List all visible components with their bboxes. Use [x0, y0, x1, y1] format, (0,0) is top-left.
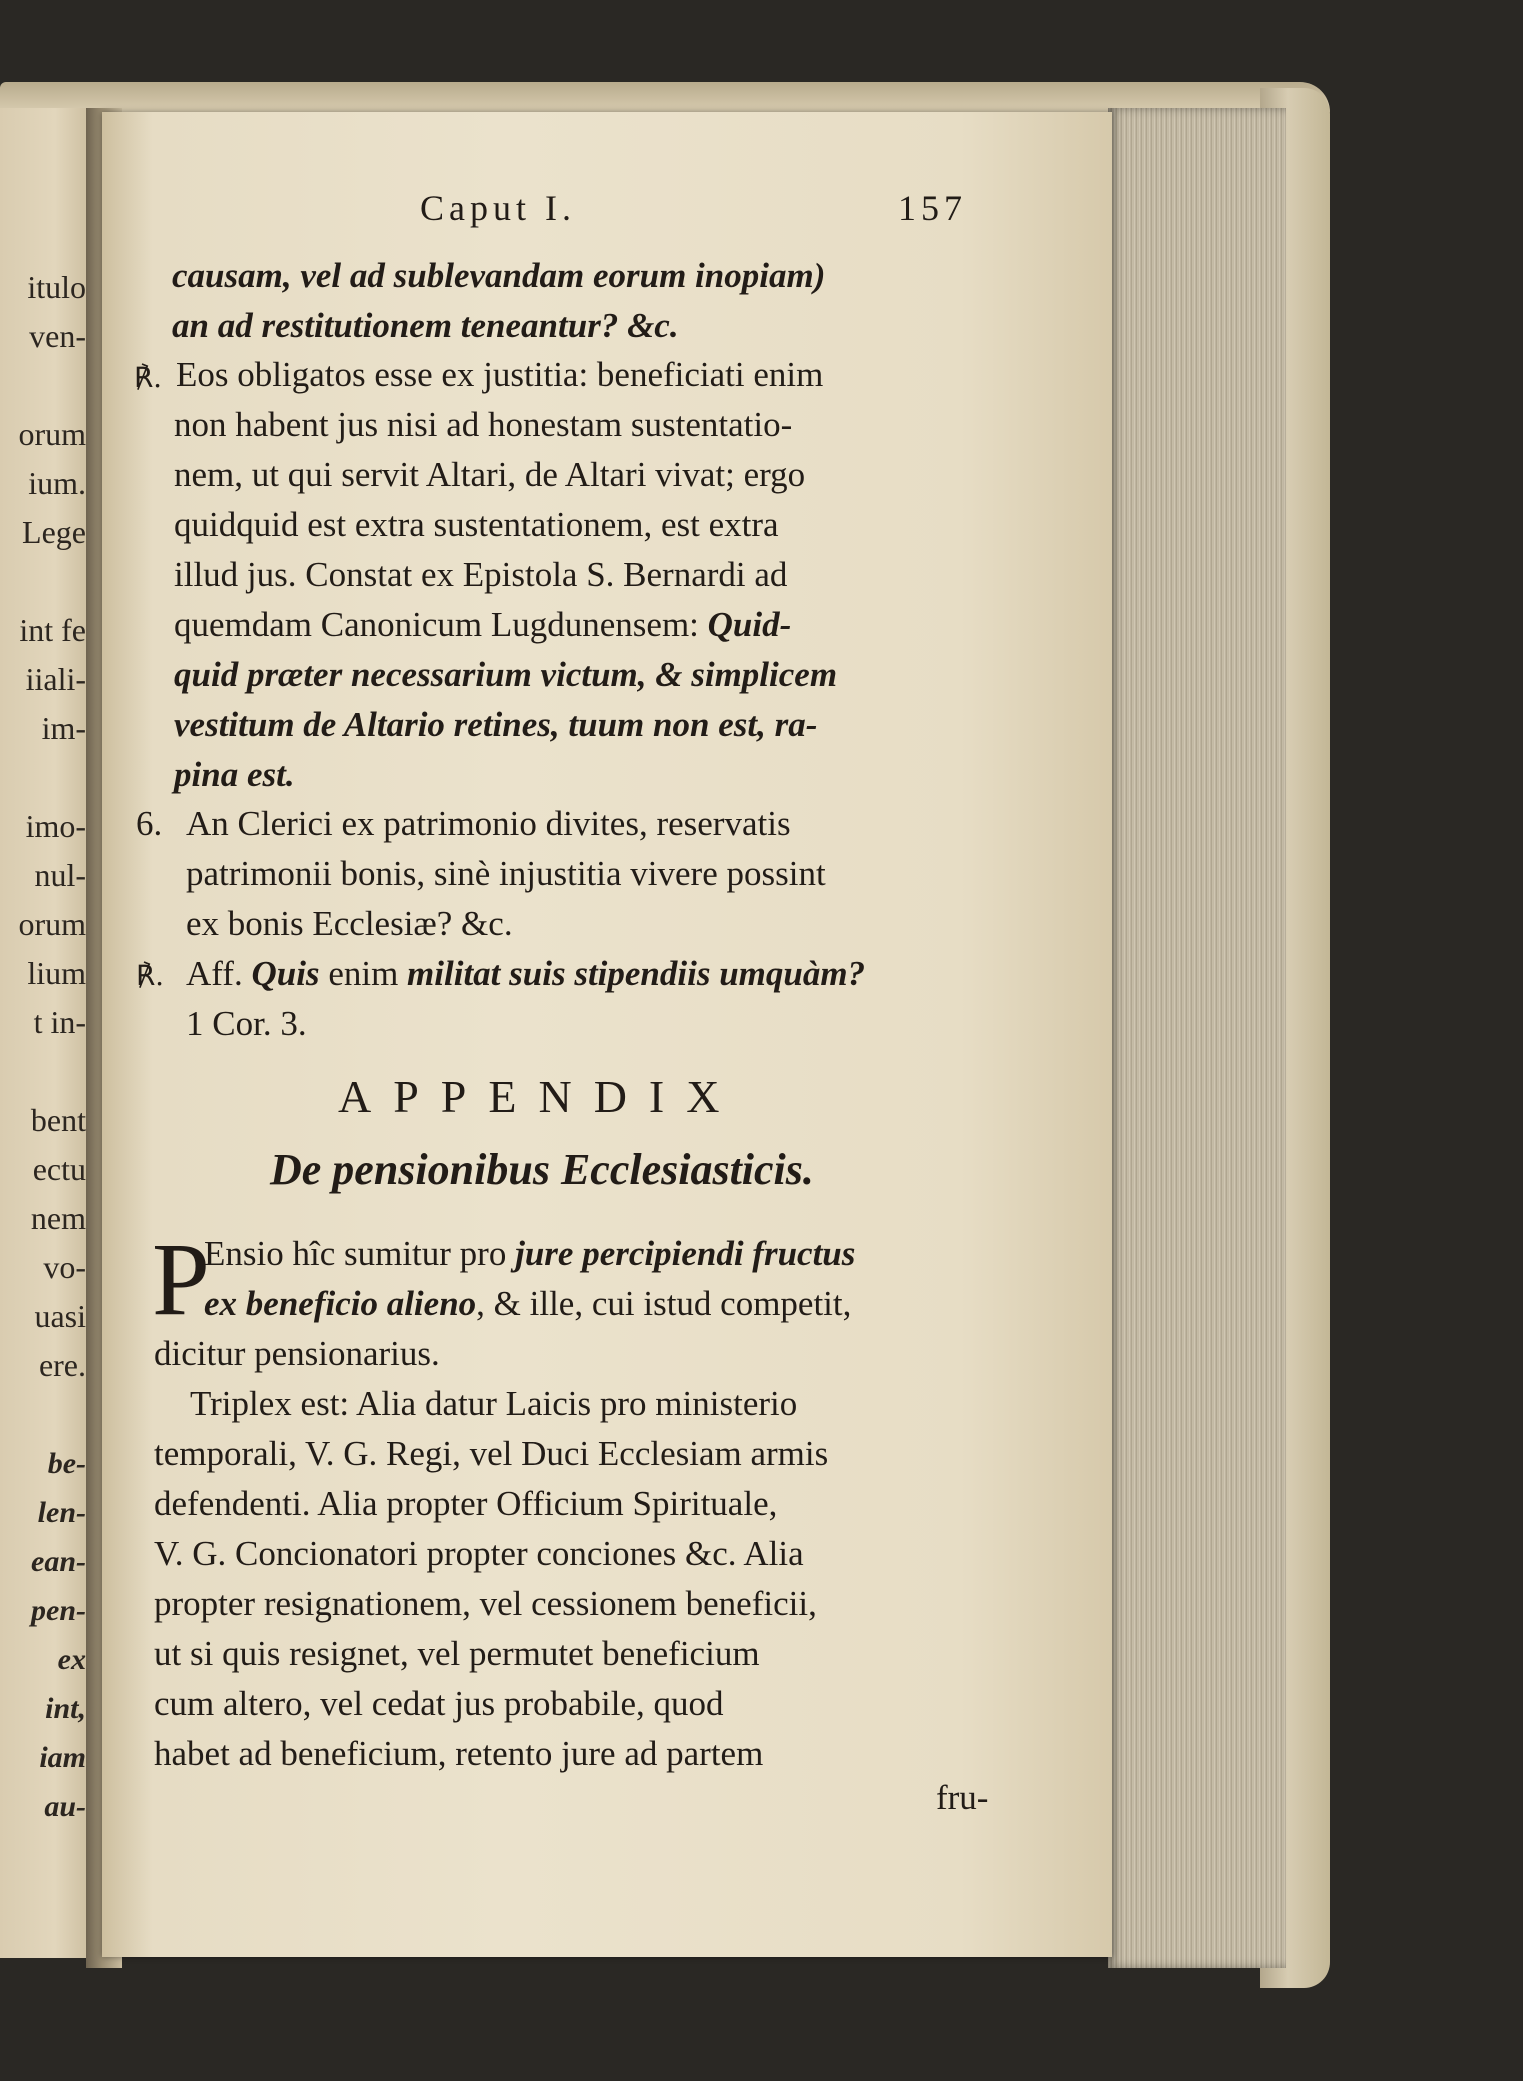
- left-page-fragment: pen-: [31, 1594, 86, 1627]
- left-page-fragment: ere.: [38, 1347, 86, 1383]
- left-page-fragment: ex: [57, 1643, 86, 1676]
- text-segment: Aff.: [186, 954, 252, 993]
- text-line: [186, 956, 865, 991]
- left-page-fragment: nem: [30, 1200, 86, 1236]
- response-symbol: ℟.: [134, 361, 163, 394]
- text-line: dicitur pensionarius.: [154, 1334, 440, 1373]
- section-subtitle: De pensionibus Ecclesiasticis.: [270, 1145, 814, 1194]
- text-line: An Clerici ex patrimonio divites, reservatis: [186, 804, 791, 843]
- text-line: vestitum de Altario retines, tuum non est, ra-: [174, 705, 818, 744]
- left-page-fragment: orum: [18, 906, 86, 942]
- text-line: cum altero, vel cedat jus probabile, quod: [154, 1684, 724, 1723]
- left-page-fragment: ean-: [31, 1545, 86, 1578]
- left-page-fragment: uasi: [34, 1298, 86, 1334]
- page-number: 157: [898, 188, 967, 228]
- text-line: illud jus. Constat ex Epistola S. Bernardi ad: [174, 555, 788, 594]
- text-line: ex bonis Ecclesiæ? &c.: [186, 904, 513, 943]
- text-segment: , & ille, cui istud competit,: [476, 1284, 852, 1323]
- left-page-fragment: ium.: [28, 465, 86, 501]
- left-page-fragment: itulo: [27, 269, 86, 305]
- left-page-fragment: nul-: [34, 857, 86, 893]
- left-page-fragment: imo-: [25, 808, 86, 844]
- left-page-fragment: lium: [27, 955, 86, 991]
- text-line: defendenti. Alia propter Officium Spirituale,: [154, 1484, 778, 1523]
- drop-capital: P: [152, 1222, 210, 1337]
- text-segment: enim: [319, 954, 408, 993]
- text-line: quid præter necessarium victum, & simplicem: [174, 655, 838, 694]
- text-line: propter resignationem, vel cessionem beneficii,: [154, 1584, 817, 1623]
- text-segment: Ensio hîc sumitur pro: [204, 1234, 516, 1273]
- text-line: 1 Cor. 3.: [186, 1004, 307, 1043]
- text-segment: quemdam Canonicum Lugdunensem:: [174, 605, 708, 644]
- text-segment-italic: Quis: [251, 954, 320, 993]
- text-line: non habent jus nisi ad honestam sustentatio-: [174, 405, 793, 444]
- text-line: [204, 1236, 855, 1271]
- left-page-fragment: Lege: [22, 514, 86, 550]
- text-line: causam, vel ad sublevandam eorum inopiam): [172, 256, 826, 295]
- text-line: quidquid est extra sustentationem, est extra: [174, 505, 779, 544]
- left-page-fragment: be-: [47, 1447, 86, 1480]
- left-page-fragment: len-: [37, 1496, 86, 1529]
- left-page-fragment: bent: [30, 1102, 86, 1138]
- left-page-fragment: orum: [18, 416, 86, 452]
- left-page-fragment: iam: [39, 1741, 86, 1774]
- text-line: V. G. Concionatori propter conciones &c. Alia: [154, 1534, 804, 1573]
- text-line: an ad restitutionem teneantur? &c.: [172, 306, 679, 345]
- left-page-fragment: vo-: [43, 1249, 86, 1285]
- text-line: [204, 1286, 851, 1321]
- left-page-fragment: int fe: [19, 612, 86, 648]
- left-page-fragment: ven-: [29, 318, 86, 354]
- left-page-fragment: ectu: [32, 1151, 86, 1187]
- text-segment-italic: ex beneficio alieno: [204, 1284, 477, 1323]
- text-line: [174, 607, 791, 642]
- left-page-fragment: im-: [41, 710, 86, 746]
- text-line: ut si quis resignet, vel permutet beneficium: [154, 1634, 760, 1673]
- running-head-title: Caput I.: [420, 188, 576, 228]
- text-segment-italic: militat suis stipendiis umquàm?: [407, 954, 866, 993]
- question-number: 6.: [136, 804, 163, 843]
- text-line: Eos obligatos esse ex justitia: beneficiati enim: [176, 355, 824, 394]
- text-line: temporali, V. G. Regi, vel Duci Ecclesiam armis: [154, 1434, 829, 1473]
- left-page-fragment: iiali-: [25, 661, 86, 697]
- text-line: pina est.: [174, 755, 295, 794]
- text-line: Triplex est: Alia datur Laicis pro ministerio: [190, 1384, 798, 1423]
- text-line: habet ad beneficium, retento jure ad partem: [154, 1734, 764, 1773]
- text-line: nem, ut qui servit Altari, de Altari vivat; ergo: [174, 455, 806, 494]
- left-page-fragment: au-: [44, 1790, 86, 1823]
- text-segment-italic: jure percipiendi fructus: [515, 1234, 856, 1273]
- text-segment-italic: Quid-: [707, 605, 792, 644]
- catchword: fru-: [936, 1778, 989, 1817]
- response-symbol: ℟.: [136, 959, 165, 992]
- section-heading: APPENDIX: [338, 1071, 742, 1122]
- left-page-fragment: t in-: [33, 1004, 86, 1040]
- left-page-fragment: int,: [45, 1692, 86, 1725]
- text-line: patrimonii bonis, sinè injustitia vivere possint: [186, 854, 826, 893]
